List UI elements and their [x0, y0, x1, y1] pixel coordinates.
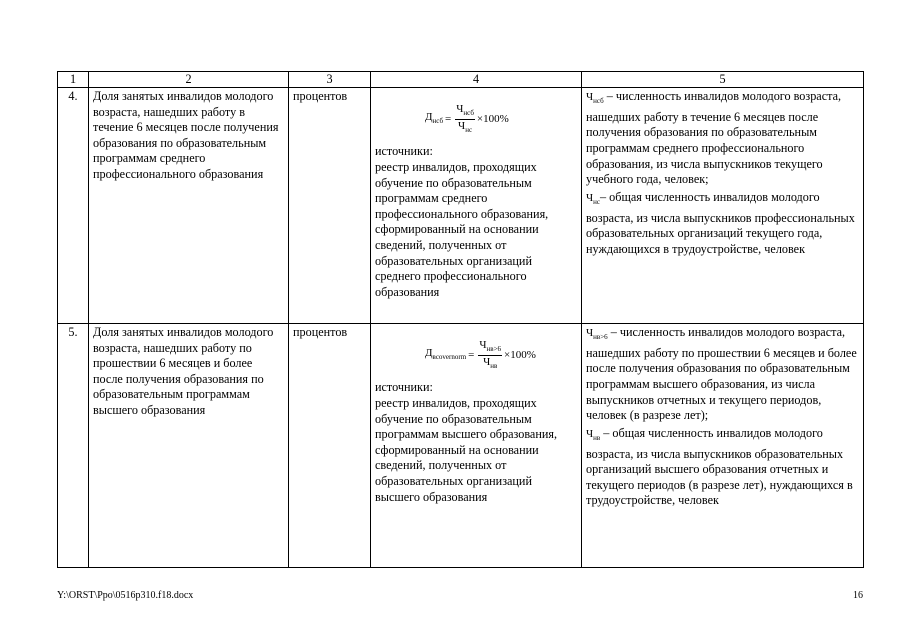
page-number: 16: [853, 590, 863, 601]
formula-fraction: $\frac{Ч_{нсб}}{Ч_{нс}}$: [456, 103, 474, 135]
row-number: 4.: [58, 88, 89, 324]
definition-1: $Ч_{нсб}$ – численность инвалидов молодого возраста, нашедших работу в течение 6 месяцев после получения образования по образовательным программам среднего профессионального образования, из числа выпускников текущего учебного года, человек;: [586, 89, 842, 187]
table-row: [58, 88, 864, 324]
formula-lhs: $Д_{вcovernorm}$: [425, 346, 467, 361]
header-cell: 1: [58, 72, 89, 88]
formula: [425, 103, 577, 136]
sources-text: источники: реестр инвалидов, проходящих обучение по образовательным программам высшего образования, сформированный на основании сведений, полученных от образовательных организаций высшего образования: [375, 380, 558, 504]
formula: [425, 339, 577, 372]
definition-cell: [582, 88, 864, 324]
formula-fraction: $\frac{Ч_{нв>6}}{Ч_{нв}}$: [479, 339, 502, 371]
header-cell: 4: [371, 72, 582, 88]
header-cell: 2: [89, 72, 289, 88]
header-cell: 5: [582, 72, 864, 88]
method-cell: [371, 88, 582, 324]
file-path: Y:\ORST\Ppo\0516p310.f18.docx: [57, 590, 194, 601]
unit-cell: процентов: [289, 324, 371, 568]
sources-text: источники: реестр инвалидов, проходящих обучение по образовательным программам среднего профессионального образования, сформированный на основании сведений, полученных от образовательных организаций среднего профессионального образования: [375, 144, 549, 299]
table-row: [58, 324, 864, 568]
definition-cell: [582, 324, 864, 568]
table-header-row: [58, 72, 864, 88]
formula-multiplier: ×100%: [504, 348, 536, 361]
formula-multiplier: ×100%: [476, 112, 509, 125]
formula-equals: =: [445, 112, 452, 125]
indicators-table: [57, 71, 864, 568]
method-cell: [371, 324, 582, 568]
header-cell: 3: [289, 72, 371, 88]
formula-lhs: $Д_{нсб}$: [425, 110, 444, 125]
indicator-name: Доля занятых инвалидов молодого возраста, нашедших работу в течение 6 месяцев после получения образования по образовательным программам среднего профессионального образования: [89, 88, 289, 324]
definition-1: $Ч_{нв>6}$ – численность инвалидов молодого возраста, нашедших работу по прошествии 6 месяцев и более после получения образования по образовательным программам высшего образования, из числа выпускников отчетных и текущего периодов, человек (в разрезе лет);: [586, 325, 857, 423]
formula-equals: =: [468, 348, 475, 361]
definition-2: $Ч_{нв}$ – общая численность инвалидов молодого возраста, из числа выпускников образовательных организаций высшего образования отчетных и текущего периодов (в разрезе лет), нуждающихся в трудоустройстве, человек: [586, 425, 853, 508]
unit-cell: процентов: [289, 88, 371, 324]
row-number: 5.: [58, 324, 89, 568]
definition-2: $Ч_{нс}-$ общая численность инвалидов молодого возраста, из числа выпускников профессиональных образовательных организаций текущего года, нуждающихся в трудоустройстве, человек: [586, 189, 855, 256]
indicator-name: Доля занятых инвалидов молодого возраста, нашедших работу по прошествии 6 месяцев и более после получения образования по образовательным программам высшего образования: [89, 324, 289, 568]
